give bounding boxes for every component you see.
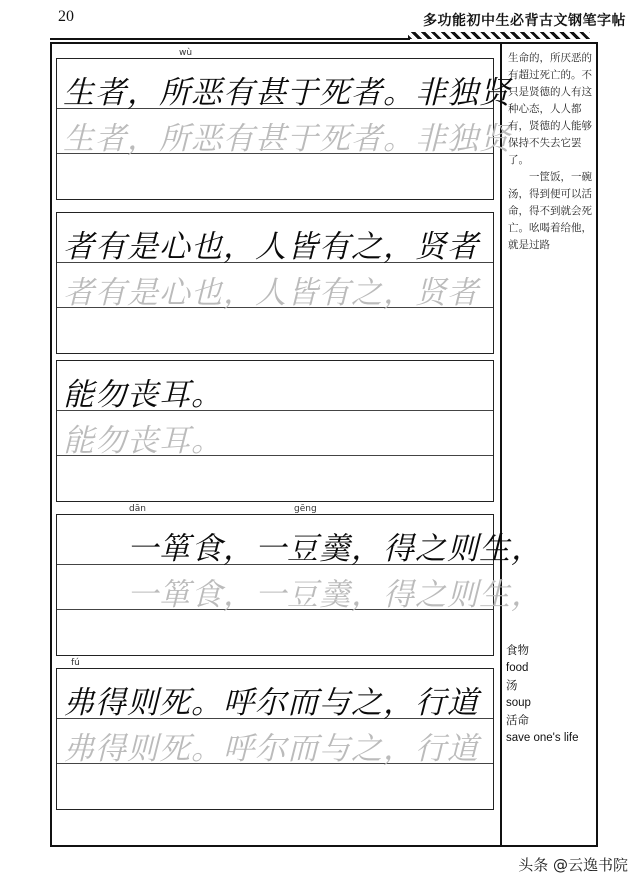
- pinyin-annotation: wù: [179, 48, 193, 58]
- trace-line: [57, 411, 493, 459]
- model-text: 能勿丧耳。: [63, 377, 223, 413]
- model-text: 者有是心也，人皆有之，贤者: [63, 229, 479, 265]
- model-line: [57, 59, 511, 111]
- pinyin-annotation: dān: [129, 504, 146, 514]
- blank-writing-line[interactable]: [57, 764, 493, 809]
- trace-line: [57, 263, 493, 311]
- glossary-term-en: food: [506, 661, 529, 674]
- exercise-block-1: [56, 48, 511, 200]
- model-line: [57, 213, 493, 263]
- vocabulary-glossary: [506, 642, 598, 747]
- blank-writing-line[interactable]: [57, 610, 493, 655]
- glossary-term-en: save one's life: [506, 731, 579, 744]
- header-rule: [50, 38, 410, 40]
- translation-note: [508, 50, 592, 254]
- blank-writing-line[interactable]: [57, 308, 493, 353]
- model-line: [57, 515, 543, 567]
- source-watermark: 头条 @云逸书院: [518, 856, 628, 874]
- trace-text: 能勿丧耳。: [63, 423, 223, 459]
- trace-line: [57, 719, 493, 767]
- translation-paragraph: 一筐饭，一碗汤，得到便可以活命，得不到就会死亡。吆喝着给他，就是过路: [508, 171, 592, 251]
- model-text: 一箪食，一豆羹，得之则生，: [127, 531, 543, 567]
- exercise-block-3: [56, 360, 494, 502]
- trace-text: 一箪食，一豆羹，得之则生，: [127, 577, 543, 613]
- exercise-block-2: [56, 212, 494, 354]
- model-text: 生者，所恶有甚于死者。非独贤: [63, 75, 511, 111]
- trace-line: [57, 565, 543, 613]
- page-number: 20: [58, 8, 74, 25]
- glossary-term-zh: 汤: [506, 678, 518, 692]
- trace-text: 弗得则死。呼尔而与之，行道: [63, 731, 479, 767]
- book-title: 多功能初中生必背古文钢笔字帖: [423, 13, 626, 29]
- pinyin-annotation: gēng: [294, 504, 317, 514]
- header-decoration: [408, 32, 590, 39]
- trace-text: 者有是心也，人皆有之，贤者: [63, 275, 479, 311]
- pinyin-annotation: fú: [71, 658, 80, 668]
- trace-line: [57, 109, 511, 157]
- glossary-term-en: soup: [506, 696, 531, 709]
- model-text: 弗得则死。呼尔而与之，行道: [63, 685, 479, 721]
- blank-writing-line[interactable]: [57, 154, 493, 199]
- trace-text: 生者，所恶有甚于死者。非独贤: [63, 121, 511, 157]
- exercise-block-5: [56, 658, 494, 810]
- glossary-term-zh: 活命: [506, 713, 529, 727]
- glossary-term-zh: 食物: [506, 643, 529, 657]
- model-line: [57, 361, 493, 411]
- model-line: [57, 669, 493, 719]
- blank-writing-line[interactable]: [57, 456, 493, 501]
- translation-paragraph: 生命的，所厌恶的有超过死亡的。不只是贤德的人有这种心态，人人都有，贤德的人能够保持不失去它罢了。: [508, 52, 592, 166]
